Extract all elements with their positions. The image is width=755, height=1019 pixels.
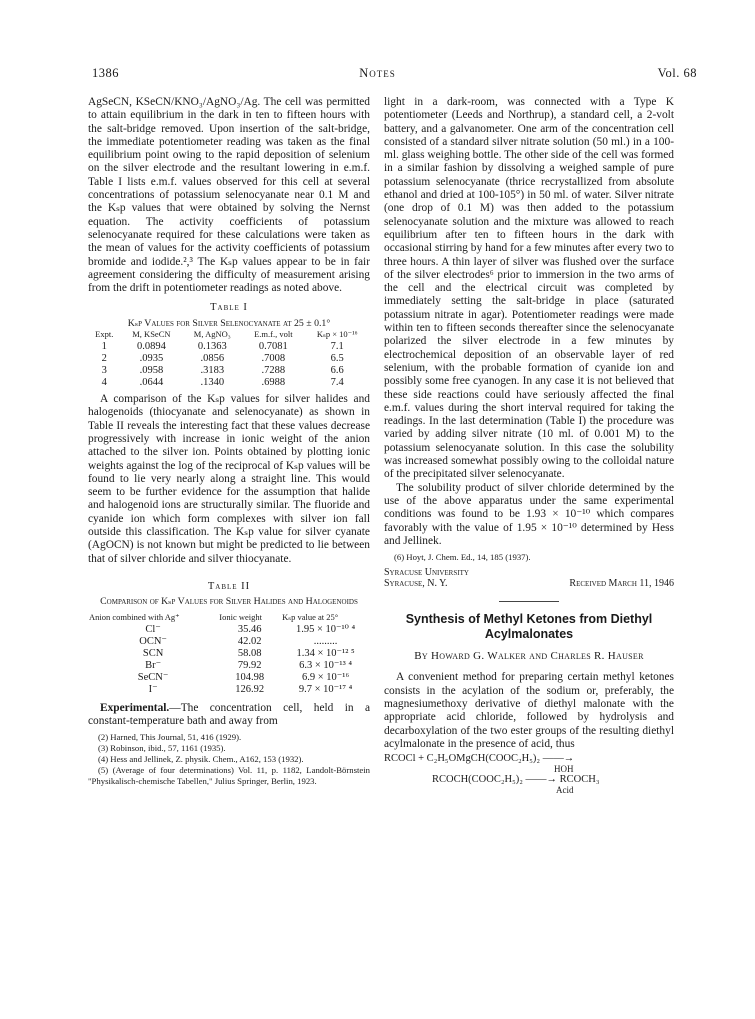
paragraph: light in a dark-room, was connected with a Type K potentiometer (Leeds and Northrup), a standard cell, a 2-volt battery, and a galvanometer. One arm of the concentration cell consisted of a standard silver nitrate solution (50 ml.) in a 100-ml. glass weighing bottle. The other side of the cell was formed in a similar fashion by dissolving a weighed sample of pure potassium selenocyanate (thrice recrystallized from absolute ethanol and dried at 100-105°) in 50 ml. of water. Silver nitrate (one drop of 0.1 M) was then added to the potassium selenocyanate solution and the mixture was allowed to reach equilibrium after ten to fifteen hours in the dark with occasional stirring by hand for a few minutes after every two to three hours. A thin layer of silver was flushed over the surface of the silver electrodes⁶ prior to immersion in the two arms of the cell and the electrical circuit was completed by immediately setting the salt-bridge in place (saturated potassium nitrate in agar). Potentiometer readings were made within ten to fifteen seconds thereafter since the selenocyanate polarized the silver electrode in a few minutes by electrochemical deposition of an observable layer of red selenium, with the probable formation of cyanide ion and possibly some free cyanogen. In any case it is not believed that these side reactions could have seriously affected the final e.m.f. values during the short interval required for taking the readings. In the last determination (Table I) the procedure was varied by adding silver nitrate (10 ml. of 0.001 M) to the potassium selenocyanate solution. In this case the solubility was increased somewhat possibly owing to the colloidal nature of the precipitated silver selenocyanate. (384, 96, 674, 481)
table-label: Table I (210, 302, 248, 314)
footnote: (5) (Average of four determinations) Vol. 11, p. 1182, Landolt-Börnstein "Physikalisch-chemische Tabellen," Julius Springer, Berlin, 1923. (88, 765, 370, 787)
table-row (88, 365, 370, 377)
table-header: Ionic weight (219, 611, 262, 622)
paragraph: A comparison of the Kₛp values for silver halides and halogenoids (thiocyanate and selenocyanate) as shown in Table II reveals the interesting fact that these values decrease progressively with increase in ionic weight of the anion attached to the silver ion. Points obtained by plotting ionic weights against the log of the reciprocal of Kₛp values will be found to lie very nearly along a straight line. This would seem to be further evidence for the assumption that halide and halogenoid ions are structurally similar. The fluoride and cyanide ion which form complexes with silver ion fall outside this classification. The Kₛp value for silver cyanate (AgOCN) is not known but might be predicted to lie between that of silver chloride and silver thiocyanate. (88, 393, 370, 565)
table-row (88, 624, 370, 636)
cell: .0644 (139, 377, 164, 389)
cell: .1340 (200, 377, 225, 389)
volume-label: Vol. 68 (657, 66, 697, 80)
cell: 58.08 (237, 647, 262, 659)
cell: 6.9 × 10⁻¹⁶ (301, 671, 350, 683)
table-header: Anion combined with Ag⁺ (89, 611, 180, 622)
cell: .6988 (261, 377, 286, 389)
cell: 0.7081 (258, 341, 288, 353)
cell: 1.34 × 10⁻¹² ⁵ (296, 647, 355, 659)
table-caption: Kₛp Values for Silver Selenocyanate at 25 ± 0.1° (127, 317, 331, 329)
table-row (88, 636, 370, 648)
right-column (384, 96, 674, 795)
cell: 6.6 (330, 365, 344, 377)
cell: .0935 (139, 353, 164, 365)
table-header: Expt. (95, 329, 114, 340)
cell: 9.7 × 10⁻¹⁷ ⁴ (298, 683, 353, 695)
page-number: 1386 (92, 66, 119, 80)
cell: 126.92 (235, 683, 265, 695)
cell: 7.1 (330, 341, 344, 353)
paragraph (88, 702, 370, 729)
paragraph: AgSeCN, KSeCN/KNO₃/AgNO₃/Ag. The cell was permitted to attain equilibrium in the dark in ten to fifteen hours with the salt-bridge removed. Upon insertion of the salt-bridge, the immediate potentiometer reading was taken as the final equilibrium point owing to the rapid deposition of selenium on the silver electrode and the resultant lowering in e.m.f. Table I lists e.m.f. values observed for this cell at several concentrations of potassium selenocyanate near 0.1 M and the Kₛp values that were obtained by solving the Nernst equation. The activity coefficients of potassium selenocyanate required for these calculations were taken as the mean of values for the activity coefficients of potassium bromide and iodide.²,³ The Kₛp values appear to be in fair agreement considering the difficulty of measurement arising from the drift in potentiometer readings as noted above. (88, 96, 370, 295)
left-column (88, 96, 370, 787)
footnotes (88, 732, 370, 787)
table-1 (88, 330, 370, 389)
cell: I⁻ (148, 683, 158, 695)
cell: SCN (142, 647, 164, 659)
paragraph-text: —The concentration cell, held in a constant-temperature bath and away from (88, 701, 370, 727)
cell: .7288 (261, 365, 286, 377)
footnote: (4) Hess and Jellinek, Z. physik. Chem., A162, 153 (1932). (98, 754, 304, 765)
cell: 3 (101, 365, 107, 377)
footnote-text: (6) Hoyt, J. Chem. Ed., 14, 185 (1937). (394, 552, 531, 563)
table-row (88, 672, 370, 684)
table-row (88, 648, 370, 660)
paragraph: The solubility product of silver chloride determined by the use of the above apparatus under the same experimental conditions was found to be 1.93 × 10⁻¹⁰ which compares favorably with the value of 1.95 × 10⁻¹⁰ determined by Hess and Jellinek. (384, 481, 674, 547)
cell: 4 (101, 377, 107, 389)
cell: 1.95 × 10⁻¹⁰ ⁴ (295, 623, 356, 635)
table-header: E.m.f., volt (254, 329, 293, 340)
cell: 35.46 (237, 623, 262, 635)
article-title: Synthesis of Methyl Ketones from Diethyl Acylmalonates (405, 612, 653, 642)
cell: 6.5 (330, 353, 344, 365)
cell: ......... (313, 635, 338, 647)
table-row (88, 377, 370, 389)
table-header: Kₛp × 10⁻¹⁶ (316, 329, 358, 340)
table-2 (88, 612, 370, 696)
footnote: (3) Robinson, ibid., 57, 1161 (1935). (98, 743, 226, 754)
cell: OCN⁻ (139, 635, 167, 647)
affiliation-line: Syracuse University (384, 567, 469, 579)
cell: 0.1363 (197, 341, 227, 353)
table-caption: Comparison of Kₛp Values for Silver Halides and Halogenoids (100, 596, 358, 608)
byline: By Howard G. Walker and Charles R. Hauser (414, 650, 644, 663)
cell: 0.0894 (136, 341, 166, 353)
equation-line: RCOCH(COOC₂H₅)₂ ——→ RCOCH₃ (432, 774, 600, 786)
equation-reagent: Acid (556, 785, 574, 796)
table-header: Kₛp value at 25° (282, 611, 339, 622)
table-row (88, 353, 370, 365)
separator (499, 601, 559, 602)
footnote: (2) Harned, This Journal, 51, 416 (1929). (98, 732, 242, 743)
cell: .0958 (139, 365, 164, 377)
cell: 2 (101, 353, 107, 365)
affiliation-line (384, 578, 674, 589)
cell: Cl⁻ (145, 623, 161, 635)
affiliation-city: Syracuse, N. Y. (384, 578, 448, 590)
cell: .7008 (261, 353, 286, 365)
affiliation (384, 567, 674, 589)
cell: 1 (101, 341, 107, 353)
cell: Br⁻ (145, 659, 162, 671)
section-heading: Experimental. (100, 701, 170, 714)
table-label: Table II (207, 580, 251, 592)
cell: .3183 (200, 365, 225, 377)
footnote (384, 552, 674, 563)
equation-reagent: HOH (554, 764, 574, 775)
running-head: Notes (359, 66, 396, 80)
paragraph: A convenient method for preparing certain methyl ketones consists in the acylation of the sodium or, preferably, the magnesiumethoxy derivative of diethyl malonate with the appropriate acid chloride, followed by hydrolysis and decarboxylation of the two ester groups of the resulting diethyl acylmalonate in the presence of acid, thus (384, 671, 674, 750)
cell: 79.92 (237, 659, 262, 671)
cell: 104.98 (235, 671, 265, 683)
equation (384, 753, 674, 795)
cell: 42.02 (237, 635, 262, 647)
table-row (88, 660, 370, 672)
cell: SeCN⁻ (137, 671, 169, 683)
received-date: Received March 11, 1946 (569, 578, 674, 590)
equation-line: RCOCl + C₂H₅OMgCH(COOC₂H₅)₂ ——→ (384, 753, 575, 765)
cell: 7.4 (330, 377, 344, 389)
table-row (88, 341, 370, 353)
table-header: M, KSeCN (132, 329, 171, 340)
table-row (88, 684, 370, 696)
table-header: M, AgNO₃ (193, 329, 231, 340)
cell: 6.3 × 10⁻¹³ ⁴ (299, 659, 353, 671)
cell: .0856 (200, 353, 225, 365)
